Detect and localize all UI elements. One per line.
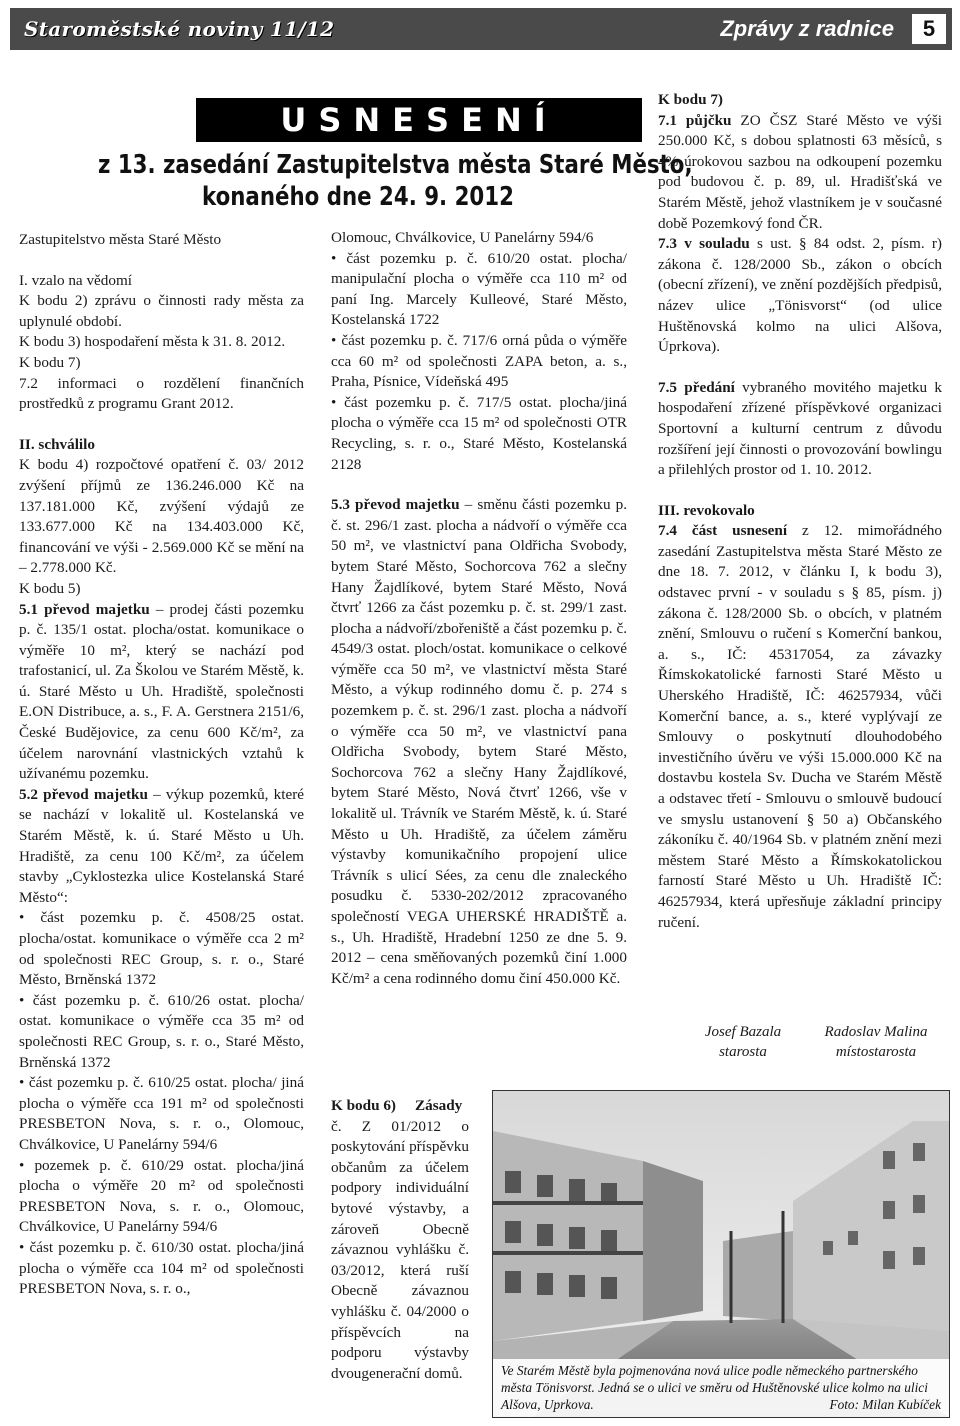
item-label: K bodu 5) [19, 579, 81, 597]
column-1 [19, 230, 304, 1300]
paragraph-lead: 7.4 část usnesení [658, 522, 788, 540]
paragraph [658, 234, 942, 358]
paragraph: K bodu 3) hospodaření města k 31. 8. 2012. [19, 333, 286, 351]
paragraph-lead: 7.5 předání [658, 378, 735, 396]
signer-name: Josef Bazala [704, 1024, 782, 1040]
signer-role: starosta [719, 1044, 767, 1060]
column-3 [658, 90, 942, 933]
paragraph-body: – prodej části pozemku p. č. 135/1 ostat. plocha/ostat. komunikace o výměře 10 m², který se nachází pod trafostanicí, ul. Za Školou ve Starém Městě, k. ú. Staré Město u Uh. Hradiště, společnosti E.ON Distribuce, a. s., F. A. Gerstnera 2151/6, České Budějovice, za cenu 600 Kč/m², za účelem narovnání vlastnických vztahů k užívanému pozemku. [19, 600, 304, 783]
signature-deputy [812, 1022, 940, 1062]
signature-mayor [688, 1022, 798, 1062]
photo-caption [493, 1359, 949, 1417]
paragraph-body: ZO ČSZ Staré Město ve výši 250.000 Kč, s dobou splatnosti 63 měsíců, s 4% úrokovou sazbou na odkoupení pozemku pod budovou č. p. 89, ul. Hradišťská ve Starém Městě, jehož vlastníkem je v současné době Pozemkový fond ČR. [658, 111, 942, 232]
bullet-item: • část pozemku p. č. 717/5 ostat. plocha/jiná plocha o výměře cca 15 m² od společnosti OTR Recycling, s. r. o., Staré Město, Kostelanská 2128 [331, 393, 627, 473]
paragraph: K bodu 2) zprávu o činnosti rady města za uplynulé období. [19, 292, 304, 330]
page-header [10, 8, 952, 50]
paragraph [658, 521, 942, 933]
bullet-item: • část pozemku p. č. 610/25 ostat. plocha/ jiná plocha o výměře cca 191 m² od společnosti PRESBETON Nova, s. r. o., Olomouc, Chválkovice, U Panelárny 594/6 [19, 1074, 304, 1153]
paragraph [19, 600, 304, 785]
paragraph-body: s ust. § 84 odst. 2, písm. r) zákona č. 128/2000 Sb., zákon o obcích (obecní zřízení), ve znění pozdějších předpisů, název ulice „Tönisvorst“ (od ulice Huštěnovská kolmo na ulici Alšova, Úprkova). [658, 235, 942, 356]
paragraph: K bodu 4) rozpočtové opatření č. 03/ 2012 zvýšení příjmů ze 136.246.000 Kč na 137.181.000 Kč, zvýšení výdajů ze 133.677.000 Kč na 134.403.000 Kč, financování ve výši - 2.569.000 Kč se mění na – 2.778.000 Kč. [19, 456, 304, 577]
article-subtitle-line2: konaného dne 24. 9. 2012 [202, 182, 514, 212]
paragraph [19, 785, 304, 909]
column-2-lower [331, 1096, 469, 1384]
item-label: K bodu 7) [19, 353, 81, 371]
intro-text: Zastupitelstvo města Staré Město [19, 231, 222, 248]
bullet-item: • část pozemku p. č. 4508/25 ostat. plocha/ostat. komunikace o výměře cca 2 m² od společnosti REC Group, s. r. o., Staré Město, Brněnská 1372 [19, 909, 304, 989]
paragraph [658, 378, 942, 481]
signer-name: Radoslav Malina [824, 1024, 928, 1040]
paragraph-lead: 5.1 převod majetku [19, 600, 150, 618]
bullet-item: • část pozemku p. č. 717/6 orná půda o výměře cca 60 m² od společnosti ZAPA beton, a. s., Praha, Písnice, Vídeňská 495 [331, 331, 627, 391]
item-label: K bodu 6) Zásady [331, 1097, 463, 1114]
newspaper-title: Staroměstské noviny 11/12 [24, 17, 335, 41]
photo-credit: Foto: Milan Kubíček [829, 1397, 941, 1412]
paragraph-body: vybraného movitého majetku k hospodaření zřízené příspěvkové organizaci Sportovní a kulturní centrum z důvodu rozšíření její činnosti o provozování bowlingu a přilehlých prostor od 1. 10. 2012. [658, 378, 942, 479]
paragraph [331, 495, 627, 989]
bullet-item: • část pozemku p. č. 610/30 ostat. plocha/jiná plocha o výměře cca 104 m² od společnosti PRESBETON Nova, s. r. o., [19, 1238, 304, 1298]
paragraph-lead: 7.3 v souladu [658, 235, 750, 253]
paragraph: č. Z 01/2012 o poskytování příspěvku občanům za účelem podpory individuální bytové výstavby, a zároveň Obecně závaznou vyhlášku č. 03/2012, která ruší Obecně závaznou vyhlášku č. 04/2000 o příspěvcích na podporu výstavby dvougenerační domů. [331, 1117, 469, 1382]
paragraph: 7.2 informaci o rozdělení finančních prostředků z programu Grant 2012. [19, 374, 304, 413]
article-subtitle-line1: z 13. zasedání Zastupitelstva města Staré Město, [98, 150, 693, 180]
street-photo [492, 1090, 950, 1418]
section-heading: II. schválilo [19, 435, 95, 453]
article-title: USNESENÍ [196, 98, 642, 142]
paragraph-body: – výkup pozemků, které se nachází v lokalitě ul. Kostelanská ve Starém Městě, k. ú. Staré Město u Uh. Hradiště, za cenu 100 Kč/m², za účelem stavby „Cyklostezka ulice Kostelanská Staré Město“: [19, 785, 304, 906]
bullet-item: • pozemek p. č. 610/29 ostat. plocha/jiná plocha o výměře 20 m² od společnosti PRESBETON Nova, s. r. o., Olomouc, Chválkovice, U Panelárny 594/6 [19, 1156, 304, 1236]
paragraph: Olomouc, Chválkovice, U Panelárny 594/6 [331, 229, 594, 246]
signer-role: místostarosta [835, 1044, 917, 1060]
section-heading: I. vzalo na vědomí [19, 271, 133, 289]
paragraph-body: z 12. mimořádného zasedání Zastupitelstva města Staré Město ze dne 18. 7. 2012, v článku I, k bodu 3), odstavec první - v souladu s § 85, písm. j) zákona č. 128/2000 Sb. o obcích, v platném znění, Smlouvu o ručení s Komerční bankou, a. s., IČ: 45317054, za závazky Římskokatolické farnosti Staré Město u Uherského Hradiště, IČ: 46257934, vůči Komerční bance, a. s., které vyplývají ze Smlouvy o poskytnutí dlouhodobého investičního úvěru ve výši 15.000.000 Kč na dostavbu kostela Sv. Ducha ve Starém Městě a odstavec třetí - Smlouvu o smlouvě budoucí ve smyslu ustanovení § 50 a) Občanského zákoníku č. 40/1964 Sb. v platném znění mezi městem Staré Město a Římskokatolickou farností Staré Město u Uh. Hradiště IČ: 46257934, která upřesňuje základní principy ručení. [658, 522, 942, 931]
paragraph-lead: 7.1 půjčku [658, 111, 732, 129]
bullet-item: • část pozemku p. č. 610/26 ostat. plocha/ ostat. komunikace o výměře cca 35 m² od společnosti REC Group, s. r. o., Staré Město, Brněnská 1372 [19, 991, 304, 1071]
paragraph-body: – směnu části pozemku p. č. st. 296/1 zast. plocha a nádvoří o výměře cca 50 m², ve vlastnictví pana Oldřicha Svobody, bytem Staré Město, Sochorcova 762 a slečny Hany Žajdlíkové, bytem Staré Město, Nová čtvrť 1266 za část pozemku p. č. st. 299/1 zast. plocha a nádvoří/zbořeniště a část pozemku p. č. 4549/3 ostat. ploch/ostat. komunikace o celkové výměře cca 50 m², ve vlastnictví města Staré Město, a výkup rodinného domu č. p. 274 s pozemkem p. č. st. 296/1 zast. plocha a nádvoří o výměře cca 50 m², ve vlastnictví pana Oldřicha Svobody, bytem Staré Město, Sochorcova 762 a slečny Hany Žajdlíkové, bytem Staré Město, Nová čtvrť 1266, vše v lokalitě ul. Trávník ve Starém Městě, k. ú. Staré Město u Uh. Hradiště, za účelem záměru výstavby komunikačního propojení ulice Trávník s ulicí Sées, za cenu dle znaleckého posudku č. 5330-202/2012 zpracovaného společností VEGA UHERSKÉ HRADIŠTĚ a. s., Uh. Hradiště, Hradební 1250 ze dne 5. 9. 2012 – cena směňovaných pozemků činí 1.000 Kč/m² a cena rodinného domu činí 450.000 Kč. [331, 496, 628, 987]
section-heading: III. revokovalo [658, 501, 755, 519]
column-2 [331, 228, 627, 989]
page-number: 5 [912, 14, 946, 44]
paragraph [658, 111, 942, 235]
item-label: K bodu 7) [658, 91, 723, 108]
paragraph-lead: 5.2 převod majetku [19, 785, 148, 803]
caption-text: Ve Starém Městě byla pojmenována nová ulice podle německého partnerského města Tönisvorst. Jedná se o ulici ve směru od Huštěnovské ulice kolmo na ulici Alšova, Uprkova. [501, 1363, 928, 1412]
bullet-item: • část pozemku p. č. 610/20 ostat. plocha/ manipulační plocha o výměře cca 110 m² od paní Ing. Marcely Kulleové, Staré Město, Kostelanská 1722 [331, 249, 627, 329]
paragraph-lead: 5.3 převod majetku [331, 496, 460, 514]
section-title: Zprávy z radnice [720, 16, 894, 41]
